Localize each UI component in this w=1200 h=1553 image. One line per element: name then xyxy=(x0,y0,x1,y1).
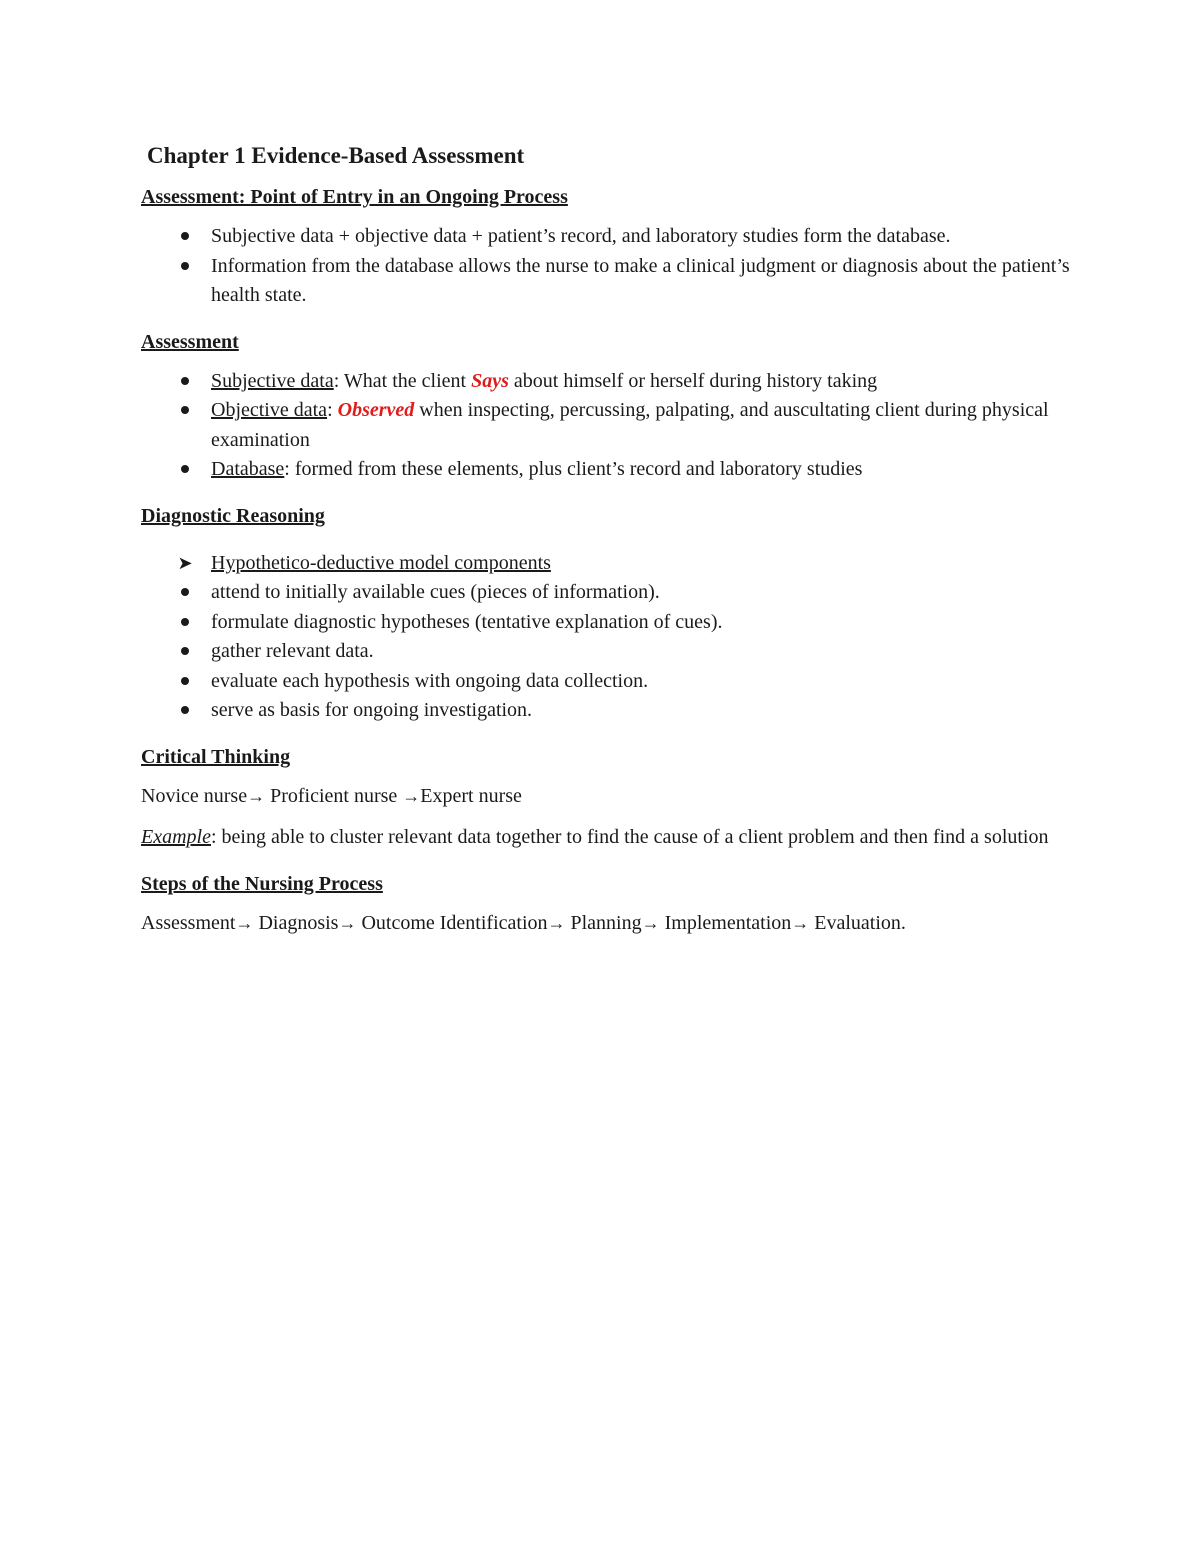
list-item-text: Subjective data + objective data + patient’s record, and laboratory studies form the database. xyxy=(211,225,951,248)
emphasis-says: Says xyxy=(471,369,509,392)
right-arrow-icon: → xyxy=(338,912,357,933)
list-item xyxy=(141,222,1071,252)
step-evaluation: Evaluation. xyxy=(809,911,906,934)
section-critical xyxy=(141,744,1071,853)
list-item-database xyxy=(141,455,1071,485)
right-arrow-icon: → xyxy=(402,785,421,806)
arrowhead-icon: ➤ xyxy=(177,552,193,573)
objective-post: when inspecting, percussing, palpating, and auscultating client during physical examination xyxy=(211,399,1049,451)
section-heading-assessment: Assessment xyxy=(141,330,239,353)
document-title: Chapter 1 Evidence-Based Assessment xyxy=(147,143,525,168)
bullet-icon xyxy=(175,696,195,726)
subjective-post: about himself or herself during history taking xyxy=(508,369,878,392)
list-item xyxy=(141,696,1071,726)
list-item xyxy=(141,667,1071,697)
list-item-subjective xyxy=(141,367,1071,397)
bullet-icon xyxy=(175,637,195,667)
subjective-pre: : What the client xyxy=(333,369,472,392)
section-heading-steps: Steps of the Nursing Process xyxy=(141,872,383,895)
list-item-objective xyxy=(141,396,1071,455)
section-entry xyxy=(141,184,1071,311)
term-objective: Objective data xyxy=(211,399,328,422)
right-arrow-icon: → xyxy=(235,912,254,933)
right-arrow-icon: → xyxy=(641,912,660,933)
list-item-text: gather relevant data. xyxy=(211,640,374,663)
list-item-text: attend to initially available cues (pieces of information). xyxy=(211,581,660,604)
document-page xyxy=(141,140,1071,956)
model-label: Hypothetico-deductive model components xyxy=(211,551,551,574)
step-planning: Planning xyxy=(565,911,642,934)
right-arrow-icon: → xyxy=(247,785,266,806)
list-item-text: serve as basis for ongoing investigation. xyxy=(211,699,533,722)
bullet-icon xyxy=(175,222,195,252)
step-assessment: Assessment xyxy=(141,911,236,934)
list-item-model xyxy=(141,549,1071,579)
example-label: Example xyxy=(141,826,211,849)
bullet-icon xyxy=(175,396,195,426)
example-paragraph xyxy=(141,823,1071,853)
list-item xyxy=(141,578,1071,608)
progression-line xyxy=(141,782,1071,812)
bullet-icon xyxy=(175,455,195,485)
step-outcome: Outcome Identification xyxy=(356,911,548,934)
reasoning-list xyxy=(141,549,1071,726)
assessment-list xyxy=(141,367,1071,485)
step-diagnosis: Diagnosis xyxy=(253,911,339,934)
term-subjective: Subjective data xyxy=(211,369,334,392)
step-implementation: Implementation xyxy=(659,911,792,934)
bullet-icon xyxy=(175,608,195,638)
section-assessment xyxy=(141,329,1071,485)
list-item xyxy=(141,252,1071,311)
section-heading-reasoning: Diagnostic Reasoning xyxy=(141,504,325,527)
entry-list xyxy=(141,222,1071,311)
section-reasoning xyxy=(141,503,1071,726)
stage-novice: Novice nurse xyxy=(141,784,248,807)
bullet-icon xyxy=(175,578,195,608)
database-post: : formed from these elements, plus client’s record and laboratory studies xyxy=(284,458,863,481)
stage-expert: Expert nurse xyxy=(420,784,522,807)
emphasis-observed: Observed xyxy=(337,399,415,422)
bullet-icon xyxy=(175,667,195,697)
section-steps xyxy=(141,871,1071,939)
list-item-text: evaluate each hypothesis with ongoing data collection. xyxy=(211,669,649,692)
example-text: : being able to cluster relevant data together to find the cause of a client problem and then find a solution xyxy=(210,826,1049,849)
right-arrow-icon: → xyxy=(791,912,810,933)
section-heading-entry: Assessment: Point of Entry in an Ongoing Process xyxy=(141,186,568,209)
stage-proficient: Proficient nurse xyxy=(265,784,403,807)
bullet-icon xyxy=(175,367,195,397)
list-item-text: Information from the database allows the nurse to make a clinical judgment or diagnosis about the patient’s health state. xyxy=(211,254,1070,307)
bullet-icon xyxy=(175,252,195,282)
steps-line xyxy=(141,909,1071,939)
objective-pre: : xyxy=(327,399,338,422)
term-database: Database xyxy=(211,458,285,481)
list-item xyxy=(141,637,1071,667)
section-heading-critical: Critical Thinking xyxy=(141,745,291,768)
right-arrow-icon: → xyxy=(547,912,566,933)
list-item-text: formulate diagnostic hypotheses (tentative explanation of cues). xyxy=(211,610,723,633)
list-item xyxy=(141,608,1071,638)
